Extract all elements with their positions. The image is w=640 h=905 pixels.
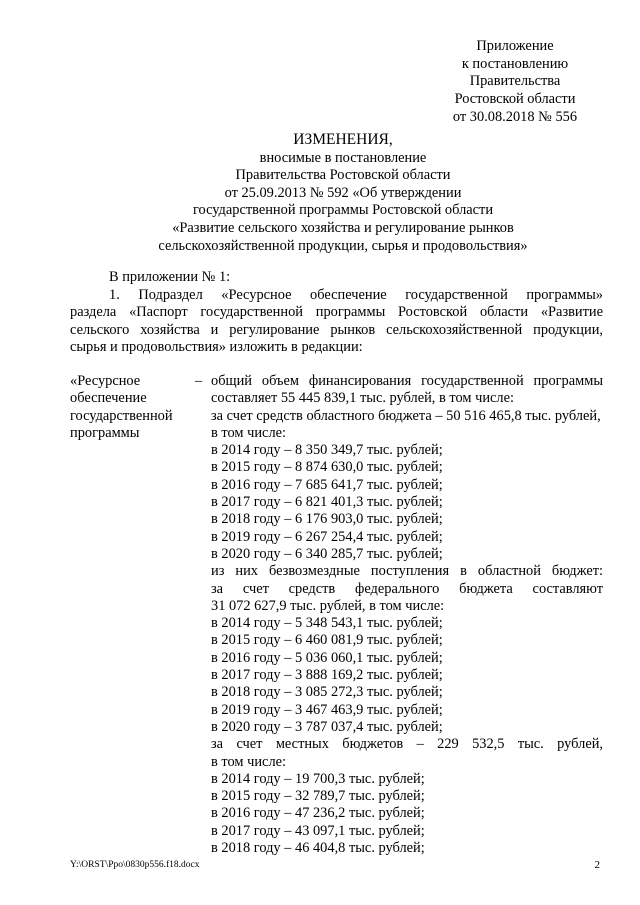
resource-detail-line: в 2018 году – 3 085 272,3 тыс. рублей; xyxy=(211,684,443,701)
resource-detail-line: в 2014 году – 5 348 543,1 тыс. рублей; xyxy=(211,615,443,632)
approval-line: Правительства xyxy=(469,73,561,90)
resource-detail-line: общий объем финансирования государственной программы xyxy=(211,373,603,389)
resource-label-line: программы xyxy=(70,424,140,441)
resource-detail-line: в 2016 году – 47 236,2 тыс. рублей; xyxy=(211,805,425,822)
approval-line: от 30.08.2018 № 556 xyxy=(452,108,578,125)
title-heading: ИЗМЕНЕНИЯ, xyxy=(293,131,393,148)
resource-detail-line: в том числе: xyxy=(211,424,287,441)
resource-label xyxy=(70,373,190,442)
title-line: Правительства Ростовской области xyxy=(235,167,451,184)
resource-detail-line: в 2020 году – 6 340 285,7 тыс. рублей; xyxy=(211,545,443,562)
resource-detail-line: в 2015 году – 6 460 081,9 тыс. рублей; xyxy=(211,632,443,649)
title-line: вносимые в постановление xyxy=(259,149,427,166)
title-line: «Развитие сельского хозяйства и регулирование рынков xyxy=(172,219,514,236)
resource-detail-line: в 2014 году – 19 700,3 тыс. рублей; xyxy=(211,770,425,787)
resource-label-line: обеспечение xyxy=(70,390,147,407)
resource-detail-line: из них безвозмездные поступления в областной бюджет: xyxy=(211,563,603,580)
resource-detail-line: в 2020 году – 3 787 037,4 тыс. рублей; xyxy=(211,718,443,735)
resource-detail-line: в том числе: xyxy=(211,753,287,770)
resource-detail-line: в 2016 году – 5 036 060,1 тыс. рублей; xyxy=(211,649,443,666)
resource-label-line: «Ресурсное xyxy=(70,373,141,389)
title-line: сельскохозяйственной продукции, сырья и продовольствия» xyxy=(158,237,528,254)
resource-detail-line: 31 072 627,9 тыс. рублей, в том числе: xyxy=(211,597,445,614)
resource-detail-line: за счет местных бюджетов – 229 532,5 тыс. рублей, xyxy=(211,736,603,753)
paragraph-line: сельского хозяйства и регулирование рынков сельскохозяйственной продукции, xyxy=(70,321,603,338)
resource-label-line: государственной xyxy=(70,407,173,424)
paragraph-line: сырья и продовольствия» изложить в редакции: xyxy=(70,339,363,356)
resource-detail-line: в 2019 году – 6 267 254,4 тыс. рублей; xyxy=(211,528,443,545)
resource-detail-line: в 2015 году – 32 789,7 тыс. рублей; xyxy=(211,788,425,805)
resource-detail-line: в 2018 году – 6 176 903,0 тыс. рублей; xyxy=(211,511,443,528)
approval-line: Ростовской области xyxy=(454,91,576,108)
resource-detail-line: в 2017 году – 3 888 169,2 тыс. рублей; xyxy=(211,667,443,684)
appendix-line: В приложении № 1: xyxy=(109,269,231,285)
resource-detail-line: в 2017 году – 43 097,1 тыс. рублей; xyxy=(211,822,425,839)
paragraph-line: 1. Подраздел «Ресурсное обеспечение государственной программы» xyxy=(109,286,603,303)
resource-detail-line: в 2014 году – 8 350 349,7 тыс. рублей; xyxy=(211,442,443,459)
resource-details xyxy=(211,373,603,857)
paragraph-line: раздела «Паспорт государственной программы Ростовской области «Развитие xyxy=(70,304,603,321)
title-line: от 25.09.2013 № 592 «Об утверждении xyxy=(224,184,462,201)
resource-detail-line: в 2019 году – 3 467 463,9 тыс. рублей; xyxy=(211,701,443,718)
resource-detail-line: в 2018 году – 46 404,8 тыс. рублей; xyxy=(211,840,425,857)
title-line: государственной программы Ростовской области xyxy=(192,202,494,219)
approval-stamp xyxy=(420,38,610,127)
resource-detail-line: составляет 55 445 839,1 тыс. рублей, в том числе: xyxy=(211,390,514,407)
resource-detail-line: в 2016 году – 7 685 641,7 тыс. рублей; xyxy=(211,476,443,493)
file-path: Y:\ORST\Ppo\0830p556.f18.docx xyxy=(70,860,200,870)
approval-line: Приложение xyxy=(476,38,554,54)
resource-detail-line: в 2015 году – 8 874 630,0 тыс. рублей; xyxy=(211,459,443,476)
page-number: 2 xyxy=(594,859,600,871)
approval-line: к постановлению xyxy=(461,55,569,72)
intro-section xyxy=(70,269,603,357)
resource-detail-line: за счет средств федерального бюджета составляют xyxy=(211,580,603,597)
resource-detail-line: в 2017 году – 6 821 401,3 тыс. рублей; xyxy=(211,494,443,511)
document-title xyxy=(70,131,616,255)
separator-dash: – xyxy=(195,373,203,389)
resource-detail-line: за счет средств областного бюджета – 50 516 465,8 тыс. рублей, xyxy=(211,407,601,424)
